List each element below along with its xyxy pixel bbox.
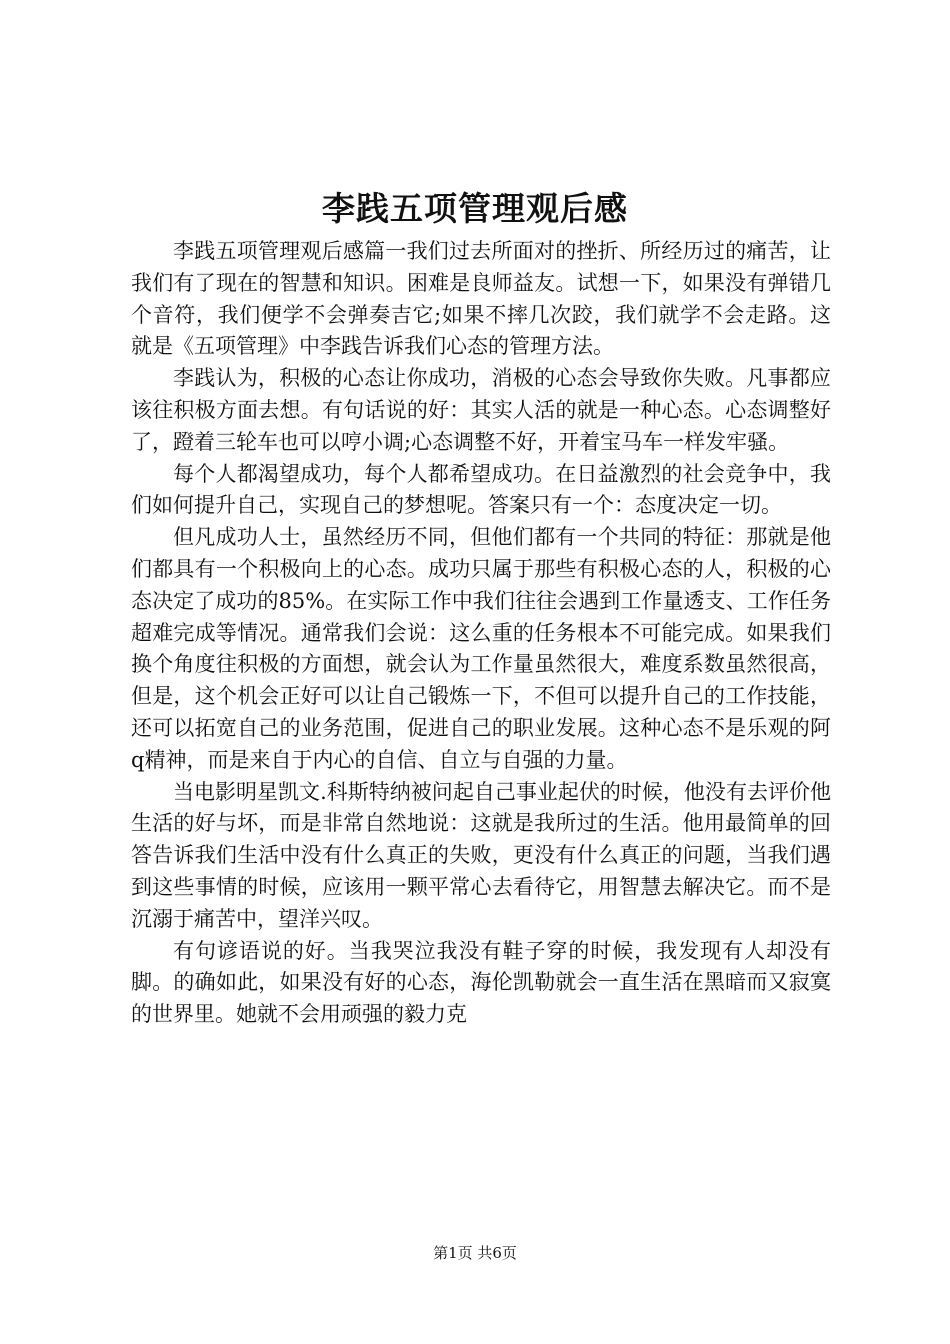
- paragraph-2: 李践认为，积极的心态让你成功，消极的心态会导致你失败。凡事都应该往积极方面去想。有句话说的好：其实人活的就是一种心态。心态调整好了，蹬着三轮车也可以哼小调;心态调整不好，开着宝马车一样发牢骚。: [131, 366, 831, 454]
- document-body: [131, 236, 831, 1031]
- paragraph-4: 但凡成功人士，虽然经历不同，但他们都有一个共同的特征：那就是他们都具有一个积极向上的心态。成功只属于那些有积极心态的人，积极的心态决定了成功的85%。在实际工作中我们往往会遇到工作量透支、工作任务超难完成等情况。通常我们会说：这么重的任务根本不可能完成。如果我们换个角度往积极的方面想，就会认为工作量虽然很大，难度系数虽然很高，但是，这个机会正好可以让自己锻炼一下，不但可以提升自己的工作技能，还可以拓宽自己的业务范围，促进自己的职业发展。这种心态不是乐观的阿q精神，而是来自于内心的自信、自立与自强的力量。: [131, 525, 831, 772]
- paragraph-1: 李践五项管理观后感篇一我们过去所面对的挫折、所经历过的痛苦，让我们有了现在的智慧和知识。困难是良师益友。试想一下，如果没有弹错几个音符，我们便学不会弹奏吉它;如果不摔几次跤，我们就学不会走路。这就是《五项管理》中李践告诉我们心态的管理方法。: [131, 239, 831, 359]
- paragraph-3: 每个人都渴望成功，每个人都希望成功。在日益激烈的社会竞争中，我们如何提升自己，实现自己的梦想呢。答案只有一个：态度决定一切。: [131, 461, 831, 518]
- paragraph-5: 当电影明星凯文.科斯特纳被问起自己事业起伏的时候，他没有去评价他生活的好与坏，而是非常自然地说：这就是我所过的生活。他用最简单的回答告诉我们生活中没有什么真正的失败，更没有什么真正的问题，当我们遇到这些事情的时候，应该用一颗平常心去看待它，用智慧去解决它。而不是沉溺于痛苦中，望洋兴叹。: [131, 779, 831, 931]
- document-title: 李践五项管理观后感: [322, 189, 628, 228]
- paragraph-6: 有句谚语说的好。当我哭泣我没有鞋子穿的时候，我发现有人却没有脚。的确如此，如果没有好的心态，海伦凯勒就会一直生活在黑暗而又寂寞的世界里。她就不会用顽强的毅力克: [131, 938, 831, 1027]
- page-footer-indicator: 第1页 共6页: [433, 1244, 517, 1262]
